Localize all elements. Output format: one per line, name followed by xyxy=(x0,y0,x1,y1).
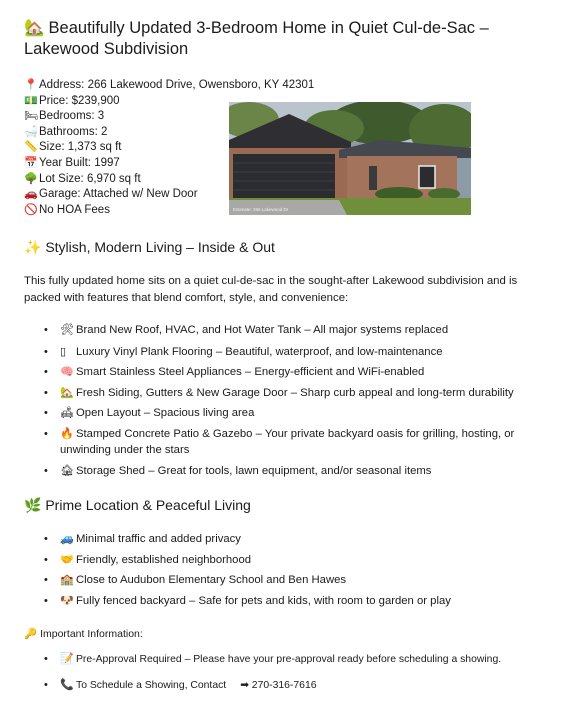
no-entry-icon: 🚫 xyxy=(24,203,38,216)
ruler-icon: 📏 xyxy=(24,141,38,154)
listing-title: 🏡 Beautifully Updated 3-Bedroom Home in Quiet Cul-de-Sac – Lakewood Subdivision xyxy=(24,19,489,58)
fact-price: 💵Price: $239,900 xyxy=(24,94,234,110)
fact-lot-size: 🌳Lot Size: 6,970 sq ft xyxy=(24,172,234,188)
list-item: • 🧠 Smart Stainless Steel Appliances – Energy-efficient and WiFi-enabled xyxy=(0,364,550,381)
shed-icon: 🏚 xyxy=(60,464,74,477)
house-icon: 🏡 xyxy=(24,19,45,37)
list-item: • 🏚 Storage Shed – Great for tools, lawn equipment, and/or seasonal items xyxy=(0,463,550,480)
sparkles-icon: ✨ xyxy=(24,239,42,255)
list-item: • 🐶 Fully fenced backyard – Safe for pets and kids, with room to garden or play xyxy=(0,593,550,610)
bath-icon: 🛁 xyxy=(24,125,38,138)
important-heading: 🔑 Important Information: xyxy=(24,628,143,640)
list-item: • 📞 To Schedule a Showing, Contact ➡ 270-316-7616 xyxy=(0,677,550,695)
features-list xyxy=(0,322,560,479)
key-icon: 🔑 xyxy=(24,628,38,640)
fact-hoa: 🚫No HOA Fees xyxy=(24,203,234,219)
school-icon: 🏫 xyxy=(60,574,74,586)
memo-icon: 📝 xyxy=(60,653,74,665)
list-item: • 🤝 Friendly, established neighborhood xyxy=(0,552,550,569)
list-item: • 🏫 Close to Audubon Elementary School and Ben Hawes xyxy=(0,572,550,589)
list-item: • ▯ Luxury Vinyl Plank Flooring – Beautiful, waterproof, and low-maintenance xyxy=(0,344,550,361)
pin-icon: 📍 xyxy=(24,79,38,91)
fact-bedrooms: 🛏Bedrooms: 3 xyxy=(24,109,234,125)
photo-caption: Estimate: 266 Lakewood Dr xyxy=(233,207,289,212)
list-item: • 🔥 Stamped Concrete Patio & Gazebo – Your private backyard oasis for grilling, hosting, or unwinding under the stars xyxy=(0,426,550,459)
car-icon: 🚙 xyxy=(60,533,74,545)
section-heading-location: 🌿 Prime Location & Peaceful Living xyxy=(24,497,251,513)
intro-paragraph: This fully updated home sits on a quiet cul-de-sac in the sought-after Lakewood subdivision and is packed with features that blend comfort, style, and convenience: xyxy=(24,275,518,304)
tree-icon: 🌳 xyxy=(24,172,38,185)
important-list xyxy=(0,651,560,694)
house-photo xyxy=(229,102,471,215)
location-list xyxy=(0,531,560,609)
list-item: • 🏡 Fresh Siding, Gutters & New Garage Door – Sharp curb appeal and long-term durability xyxy=(0,385,550,402)
dog-icon: 🐶 xyxy=(60,594,74,607)
arrow-right-icon: ➡ xyxy=(240,679,249,691)
phone-icon: 📞 xyxy=(60,678,74,691)
couch-icon: 🛋 xyxy=(60,407,74,419)
handshake-icon: 🤝 xyxy=(60,553,74,566)
house-photo-illustration xyxy=(229,102,471,215)
bed-icon: 🛏 xyxy=(24,110,38,123)
fact-year-built: 📅Year Built: 1997 xyxy=(24,156,234,172)
list-item: • 🛠 Brand New Roof, HVAC, and Hot Water Tank – All major systems replaced xyxy=(0,322,550,339)
calendar-icon: 📅 xyxy=(24,156,38,169)
tools-icon: 🛠 xyxy=(60,324,74,336)
contact-phone: 270-316-7616 xyxy=(251,679,317,691)
list-item: • 📝 Pre-Approval Required – Please have your pre-approval ready before scheduling a showing. xyxy=(0,651,550,669)
torch-icon: 🔥 xyxy=(60,427,74,440)
missing-glyph-icon: ▯ xyxy=(60,345,67,358)
fact-garage: 🚗Garage: Attached w/ New Door xyxy=(24,187,234,203)
fact-bathrooms: 🛁Bathrooms: 2 xyxy=(24,125,234,141)
section-heading-living: ✨ Stylish, Modern Living – Inside & Out xyxy=(24,239,275,255)
car-icon: 🚗 xyxy=(24,188,38,201)
fact-address: 📍Address: 266 Lakewood Drive, Owensboro, KY 42301 xyxy=(24,78,234,94)
money-icon: 💵 xyxy=(24,94,38,107)
house-icon: 🏡 xyxy=(60,386,74,399)
list-item: • 🛋 Open Layout – Spacious living area xyxy=(0,405,550,422)
fact-size: 📏Size: 1,373 sq ft xyxy=(24,140,234,156)
herb-icon: 🌿 xyxy=(24,497,42,513)
brain-icon: 🧠 xyxy=(60,366,74,378)
list-item: • 🚙 Minimal traffic and added privacy xyxy=(0,531,550,548)
